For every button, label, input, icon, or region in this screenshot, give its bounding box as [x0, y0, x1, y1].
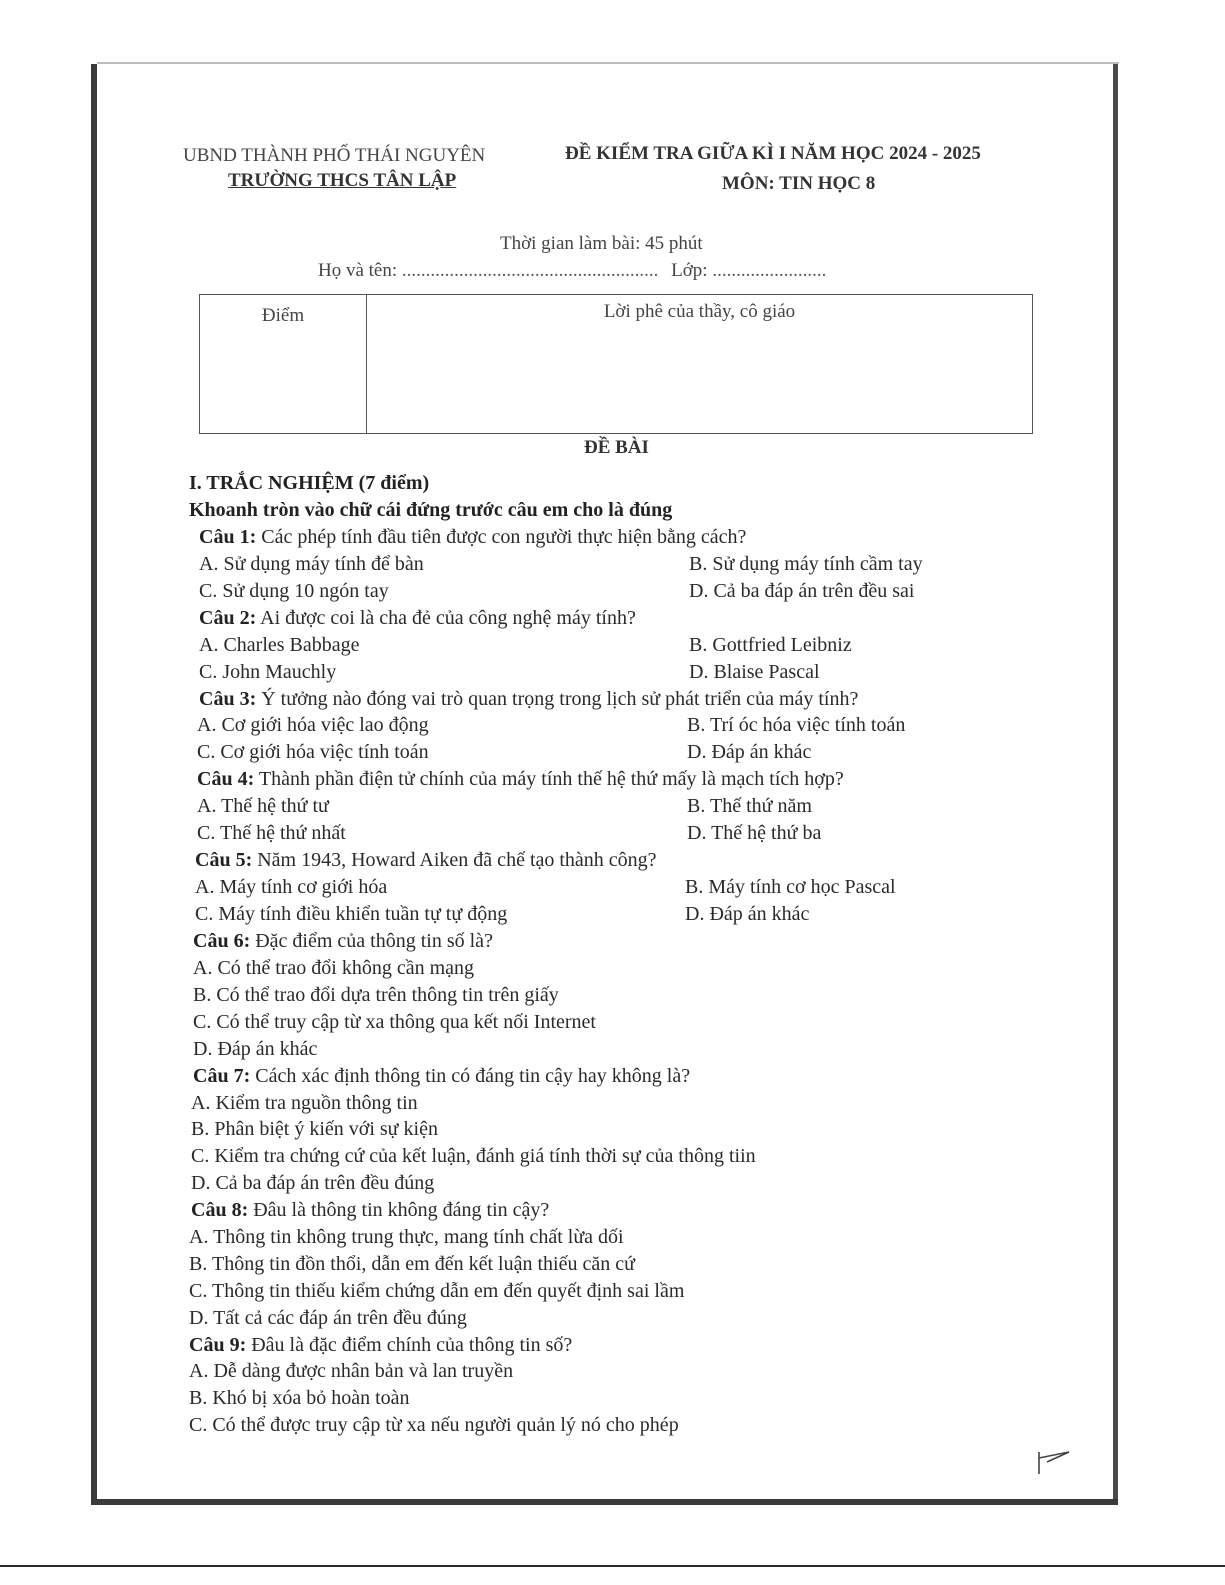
option-b[interactable]: B. Gottfried Leibniz	[689, 633, 852, 656]
question-number: Câu 7:	[193, 1064, 251, 1087]
options-row	[189, 659, 1089, 686]
question-text: Ý tưởng nào đóng vai trò quan trọng trong lịch sử phát triển của máy tính?	[256, 687, 859, 710]
exam-title: ĐỀ KIỂM TRA GIỮA KÌ I NĂM HỌC 2024 - 2025	[565, 143, 981, 164]
option-d[interactable]: D. Blaise Pascal	[689, 660, 820, 683]
option-b[interactable]: B. Thông tin đồn thổi, dẫn em đến kết luận thiếu căn cứ	[189, 1252, 635, 1275]
option-c[interactable]: C. Kiểm tra chứng cứ của kết luận, đánh giá tính thời sự của thông tiin	[191, 1145, 756, 1168]
option-c[interactable]: C. Thông tin thiếu kiểm chứng dẫn em đến quyết định sai lầm	[189, 1279, 685, 1302]
options-row	[189, 712, 1089, 739]
option-c[interactable]: C. Cơ giới hóa việc tính toán	[197, 741, 429, 764]
part-instruction: Khoanh tròn vào chữ cái đứng trước câu em cho là đúng	[189, 498, 673, 521]
option-a[interactable]: A. Dễ dàng được nhân bản và lan truyền	[189, 1360, 514, 1383]
question-number: Câu 3:	[199, 687, 257, 710]
name-field[interactable]: ......................................................	[401, 260, 659, 281]
page-bottom-rule	[0, 1565, 1225, 1567]
time-limit: Thời gian làm bài: 45 phút	[500, 233, 703, 254]
option-c[interactable]: C. Máy tính điều khiển tuần tự tự động	[195, 903, 508, 926]
option-d[interactable]: D. Cả ba đáp án trên đều sai	[689, 579, 915, 602]
option-d[interactable]: D. Thế hệ thứ ba	[687, 822, 822, 845]
class-label: Lớp:	[671, 260, 708, 281]
options-row	[189, 793, 1089, 820]
question-text: Năm 1943, Howard Aiken đã chế tạo thành công?	[252, 849, 657, 872]
student-info-line	[318, 260, 826, 282]
option-a[interactable]: A. Kiểm tra nguồn thông tin	[191, 1091, 418, 1114]
school-name-text: TRƯỜNG THCS TÂN LẬP	[228, 170, 457, 191]
score-cell	[200, 295, 367, 433]
option-d[interactable]: D. Đáp án khác	[193, 1037, 318, 1060]
comment-cell	[367, 295, 1032, 433]
option-b[interactable]: B. Máy tính cơ học Pascal	[685, 876, 896, 899]
options-row	[189, 874, 1089, 901]
question-text: Các phép tính đầu tiên được con người thực hiện bằng cách?	[256, 525, 747, 548]
subject-title: MÔN: TIN HỌC 8	[722, 173, 876, 194]
options-row	[189, 820, 1089, 847]
option-a[interactable]: A. Sử dụng máy tính để bàn	[199, 552, 424, 575]
options-row	[189, 739, 1089, 766]
question-number: Câu 9:	[189, 1333, 247, 1356]
question-1	[189, 524, 1089, 551]
scan-edge-bottom	[91, 1499, 1118, 1505]
option-c[interactable]: C. Có thể truy cập từ xa thông qua kết nối Internet	[193, 1010, 596, 1033]
question-text: Cách xác định thông tin có đáng tin cậy hay không là?	[250, 1064, 691, 1087]
question-8	[189, 1197, 1089, 1224]
option-b[interactable]: B. Có thể trao đổi dựa trên thông tin trên giấy	[193, 984, 559, 1007]
name-label: Họ và tên:	[318, 260, 398, 281]
question-2	[189, 605, 1089, 632]
comment-label: Lời phê của thầy, cô giáo	[603, 301, 796, 322]
options-row	[189, 551, 1089, 578]
question-text: Thành phần điện tử chính của máy tính thế hệ thứ mấy là mạch tích hợp?	[254, 768, 844, 791]
section-title: ĐỀ BÀI	[584, 437, 649, 458]
exam-content	[189, 470, 1089, 1439]
question-number: Câu 2:	[199, 606, 257, 629]
department-name: UBND THÀNH PHỐ THÁI NGUYÊN	[183, 145, 486, 166]
option-b[interactable]: B. Thế thứ năm	[687, 795, 812, 818]
question-5	[189, 847, 1089, 874]
class-field[interactable]: ........................	[712, 260, 827, 281]
option-a[interactable]: A. Thông tin không trung thực, mang tính chất lừa dối	[189, 1226, 624, 1249]
question-number: Câu 8:	[191, 1199, 249, 1222]
option-a[interactable]: A. Thế hệ thứ tư	[197, 795, 329, 818]
option-b[interactable]: B. Sử dụng máy tính cầm tay	[689, 552, 923, 575]
grade-box	[199, 294, 1033, 434]
score-label: Điểm	[261, 305, 305, 326]
question-text: Đặc điểm của thông tin số là?	[250, 930, 493, 953]
question-7	[189, 1063, 1089, 1090]
question-number: Câu 5:	[195, 849, 253, 872]
question-3	[189, 686, 1089, 713]
scan-edge-right	[1113, 64, 1118, 1504]
options-row	[189, 578, 1089, 605]
option-b[interactable]: B. Khó bị xóa bỏ hoàn toàn	[189, 1387, 410, 1410]
options-row	[189, 901, 1089, 928]
scan-edge-top	[97, 62, 1119, 64]
question-text: Đâu là thông tin không đáng tin cậy?	[248, 1199, 550, 1222]
option-c[interactable]: C. Thế hệ thứ nhất	[197, 822, 346, 845]
option-b[interactable]: B. Trí óc hóa việc tính toán	[687, 714, 906, 737]
question-text: Đâu là đặc điểm chính của thông tin số?	[246, 1333, 573, 1356]
question-text: Ai được coi là cha đẻ của công nghệ máy tính?	[256, 606, 636, 629]
option-c[interactable]: C. John Mauchly	[199, 660, 337, 683]
question-number: Câu 6:	[193, 930, 251, 953]
question-4	[189, 766, 1089, 793]
option-d[interactable]: D. Cả ba đáp án trên đều đúng	[191, 1172, 435, 1195]
page-turn-mark-icon	[1035, 1448, 1075, 1478]
option-c[interactable]: C. Sử dụng 10 ngón tay	[199, 579, 389, 602]
option-d[interactable]: D. Tất cả các đáp án trên đều đúng	[189, 1306, 467, 1329]
option-a[interactable]: A. Máy tính cơ giới hóa	[195, 876, 388, 899]
option-b[interactable]: B. Phân biệt ý kiến với sự kiện	[191, 1118, 438, 1141]
question-6	[189, 928, 1089, 955]
option-d[interactable]: D. Đáp án khác	[687, 741, 812, 764]
scan-edge-left	[91, 64, 97, 1504]
option-a[interactable]: A. Cơ giới hóa việc lao động	[197, 714, 429, 737]
question-number: Câu 4:	[197, 768, 255, 791]
question-9	[189, 1332, 1089, 1359]
option-a[interactable]: A. Charles Babbage	[199, 633, 360, 656]
options-row	[189, 632, 1089, 659]
part-title: I. TRẮC NGHIỆM (7 điểm)	[189, 472, 430, 494]
question-number: Câu 1:	[199, 525, 257, 548]
option-a[interactable]: A. Có thể trao đổi không cần mạng	[193, 957, 475, 980]
option-c[interactable]: C. Có thể được truy cập từ xa nếu người quản lý nó cho phép	[189, 1414, 679, 1437]
school-name	[228, 170, 456, 192]
option-d[interactable]: D. Đáp án khác	[685, 903, 810, 926]
